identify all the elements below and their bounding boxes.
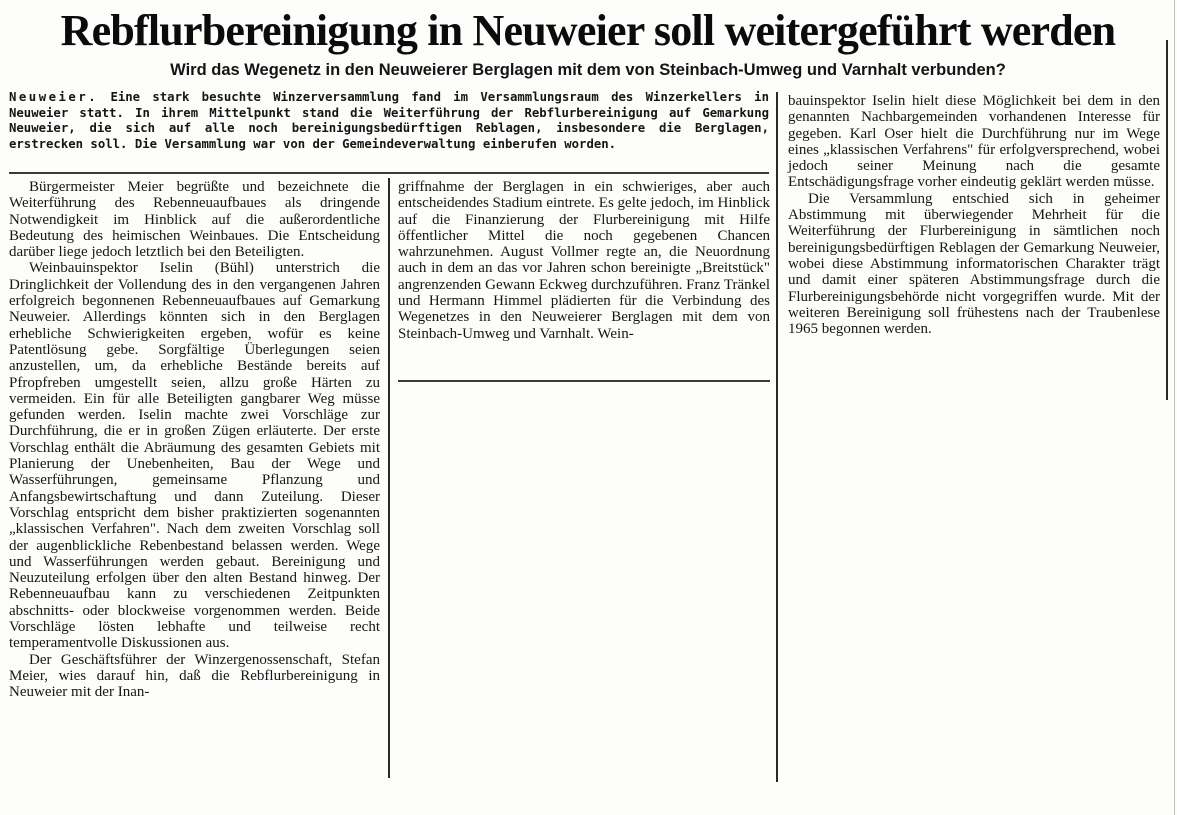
article-subheadline: Wird das Wegenetz in den Neuweierer Berglagen mit dem von Steinbach-Umweg und Varnhalt verbunden? [170, 61, 1006, 79]
lead-text: Eine stark besuchte Winzerversammlung fand im Versammlungsraum des Winzerkellers in Neuweier statt. In ihrem Mittelpunkt stand die Weiterführung der Rebflurbereinigung auf Gemarkung Neuweier, die sich auf alle noch bereinigungsbedürftigen Reblagen, insbesondere die Berglagen, erstrecken soll. Die Versammlung war von der Gemeindeverwaltung einberufen worden. [9, 90, 769, 151]
column-3-paragraph-1: bauinspektor Iselin hielt diese Möglichkeit bei dem in den genannten Nachbargemeinden vorhandenen Interesse für gegeben. Karl Oser hielt die Durchführung nur im Wege eines „klassischen Verfahrens" für erfolgversprechend, wobei jedoch seiner Meinung nach die gesamte Entschädigungsfrage vorher eindeutig geklärt werden müsse. [788, 93, 1160, 191]
right-edge-line [1174, 0, 1175, 815]
article-headline: Rebflurbereinigung in Neuweier soll weitergeführt werden [60, 6, 1116, 55]
column-2-end-rule [398, 380, 770, 382]
article-column-3 [788, 93, 1160, 337]
column-1-paragraph-3: Der Geschäftsführer der Winzergenossenschaft, Stefan Meier, wies darauf hin, daß die Rebflurbereinigung in Neuweier mit der Inan- [9, 651, 380, 701]
column-1-paragraph-1: Bürgermeister Meier begrüßte und bezeichnete die Weiterführung des Rebenneuaufbaues als dringende Notwendigkeit im Hinblick auf die außerordentliche Bedeutung des heimischen Weinbaues. Die Entscheidung darüber liege jedoch letztlich bei den Beteiligten. [9, 179, 380, 261]
article-lead [9, 90, 769, 152]
column-divider-2 [776, 92, 778, 782]
column-divider-1 [388, 178, 390, 778]
article-column-1 [9, 179, 380, 701]
column-1-paragraph-2: Weinbauinspektor Iselin (Bühl) unterstrich die Dringlichkeit der Vollendung des in den vergangenen Jahren erfolgreich begonnenen Rebenneuaufbaues auf Gemarkung Neuweier. Allerdings könnten sich in den Berglagen erhebliche Schwierigkeiten ergeben, wofür es keine Patentlösung gebe. Sorgfältige Überlegungen seien anzustellen, um, da erhebliche Bestände bereits auf Pfropfreben umgestellt seien, allzu große Härten zu vermeiden. Ein für alle Beteiligten gangbarer Weg müsse gefunden werden. Iselin machte zwei Vorschläge zur Durchführung, die er in großen Zügen erläuterte. Der erste Vorschlag enthält die Abräumung des gesamten Gebiets mit Planierung der Unebenheiten, Bau der Wege und Wasserführungen, gemeinsame Pflanzung und Anfangsbewirtschaftung und dann Zuteilung. Dieser Vorschlag entspricht dem bisher praktizierten sogenannten „klassischen Verfahren". Nach dem zweiten Vorschlag soll der augenblickliche Rebenbestand belassen werden. Wege und Wasserführungen werden gebaut. Bereinigung und Neuzuteilung erfolgen über den alten Bestand hinweg. Der Rebenneuaufbau kann zu verschiedenen Zeitpunkten abschnitts- oder blockweise vorgenommen werden. Beide Vorschläge lösten lebhafte und teilweise recht temperamentvolle Diskussionen aus. [9, 260, 380, 652]
column-3-paragraph-2: Die Versammlung entschied sich in geheimer Abstimmung mit überwiegender Mehrheit für die Weiterführung der Flurbereinigung in sämtlichen noch bereinigungsbedürftigen Reblagen der Gemarkung Neuweier, wobei diese Abstimmung informatorischen Charakter trägt und damit einer späteren Abstimmungsfrage durch die Flurbereinigungsbehörde nicht vorgegriffen wurde. Mit der weiteren Bereinigung soll frühestens nach der Traubenlese 1965 begonnen werden. [788, 190, 1160, 338]
column-2-paragraph-1: griffnahme der Berglagen in ein schwieriges, aber auch entscheidendes Stadium eintrete. Es gelte jedoch, im Hinblick auf die Finanzierung der Flurbereinigung mit Hilfe öffentlicher Mittel die noch gegebenen Chancen wahrzunehmen. August Vollmer regte an, die Neuordnung auch in dem an das vor Jahren schon bereinigte „Breitstück" angrenzenden Gewann Eckweg durchzuführen. Franz Tränkel und Hermann Himmel plädierten für die Verbindung des Wegenetzes in den Neuweierer Berglagen mit dem von Steinbach-Umweg und Varnhalt. Wein- [398, 179, 770, 342]
article-column-2 [398, 179, 770, 342]
dateline-place: Neuweier. [9, 90, 99, 104]
lead-separator-rule [9, 172, 769, 174]
right-border-rule [1166, 40, 1168, 400]
